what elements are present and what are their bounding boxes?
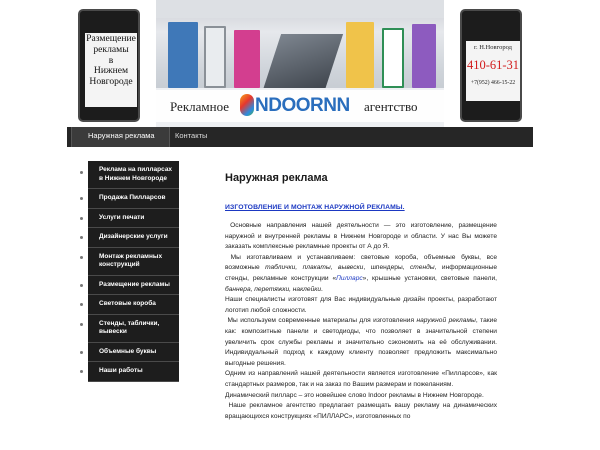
bullet-icon [80,323,83,326]
brand-right-text: агентство [364,99,418,114]
sidebar-item-design[interactable] [88,228,179,248]
bullet-icon [80,256,83,259]
sidebar-item-label: Объемные буквы [99,347,157,355]
emphasis-text: стенды [410,264,435,272]
pillar-left-panel [85,33,137,107]
sidebar-item-printing[interactable] [88,209,179,229]
pillar-left-line: Размещение [86,33,136,44]
emphasis-text: таблички, плакаты, вывески [265,264,364,272]
paragraph [225,221,497,253]
bullet-icon [80,370,83,373]
photo-stand [412,24,436,88]
top-navigation [67,127,533,147]
nav-item-outdoor-ads[interactable]: Наружная реклама [71,127,170,147]
logo-mark-icon [240,94,254,116]
paragraph [225,369,497,390]
sidebar-item-label: Стенды, таблички, вывески [99,319,160,335]
site-header [0,0,600,127]
photo-stand [234,30,260,88]
paragraph [225,253,497,295]
bullet-icon [80,217,83,220]
sidebar-item-label: Световые короба [99,300,156,307]
sidebar-item-placement[interactable] [88,276,179,296]
paragraph [225,391,497,402]
city-label: г. Н.Новгород [474,44,512,51]
paragraph-text: », крышные установки, световые панели, [362,274,497,282]
sidebar-item-label: Продажа Пилларсов [99,194,166,201]
contact-panel [466,41,520,101]
photo-stand [382,28,404,88]
pillar-left-line: Новгороде [89,76,133,88]
page-title: Наружная реклама [225,172,328,184]
header-photo [156,0,444,127]
main-content [225,172,497,422]
article-body [225,221,497,422]
phone-main[interactable]: 410-61-31 [466,58,520,72]
paragraph [225,401,497,422]
paragraph-text: Основные направления нашей деятельности — это изготовление, размещение наружной и внутренней рекламы в Нижнем Новгороде и области. У нас Вы можете заказать комплексные рекламные проекты от А до Я. [225,222,497,251]
bullet-icon [80,171,83,174]
bullet-icon [80,236,83,239]
logo-wordmark: NDOORNN [255,95,350,116]
paragraph-text: Наши специалисты изготовят для Вас индивидуальные дизайн проекты, разработают логотип любой сложности. [225,296,497,314]
sidebar-item-stands[interactable] [88,315,179,343]
pillar-left-line: Нижнем [93,65,129,77]
pillar-left-line: в [108,54,114,66]
sidebar-item-label: Услуги печати [99,213,145,221]
nav-item-contacts[interactable]: Контакты [175,131,208,140]
bullet-icon [80,351,83,354]
sidebar-item-installation[interactable] [88,248,179,276]
photo-stand [168,22,198,88]
paragraph-text: Мы изготавливаем и устанавливаем: световые короба, объемные буквы, все возможные [225,253,497,272]
emphasis-text: баннера, перетяжки, наклейки [225,285,322,293]
paragraph-text: Мы используем современные материалы для изготовления [227,317,417,325]
bullet-icon [80,303,83,306]
sidebar-item-portfolio[interactable] [88,362,179,382]
sidebar-item-label: Дизайнерские услуги [99,233,168,240]
photo-escalator [263,34,343,90]
sidebar-item-pillars-ads[interactable] [88,161,179,189]
paragraph-text: , информационные стенды, рекламные конструкции « [225,264,497,282]
paragraph-text: , шпендеры, [363,264,410,272]
site-logo[interactable] [240,94,360,118]
sidebar-item-label: Наши работы [99,367,143,374]
paragraph [225,316,497,369]
sidebar-item-label: Реклама на пилларсах в Нижнем Новгороде [99,166,173,182]
photo-stand [346,22,374,88]
pillar-right-banner [460,9,522,122]
paragraph [225,295,497,316]
emphasis-text: наружной рекламы [416,317,476,325]
bullet-icon [80,284,83,287]
bullet-icon [80,197,83,200]
paragraph-text: Одним из направлений нашей деятельности является изготовление «Пилларсов», как стандартных размеров, так и на заказ по Вашим размерам и пожеланиям. [225,370,497,388]
pillars-link[interactable]: Пилларс [336,274,363,282]
sidebar-item-letters[interactable] [88,343,179,363]
sidebar-item-label: Размещение рекламы [99,280,170,288]
brand-left-text: Рекламное [170,99,230,114]
phone-mobile[interactable]: +7(952) 466-15-22 [470,80,516,86]
sidebar-menu [88,161,179,382]
sidebar-item-label: Монтаж рекламных конструкций [99,252,163,268]
sidebar-item-pillars-sale[interactable] [88,189,179,209]
photo-ceiling [156,0,444,18]
photo-stand [204,26,226,88]
pillar-left-banner [78,9,140,122]
paragraph-text: Наше рекламное агентство предлагает размещать вашу рекламу на динамических вращающихся конструкциях «ПИЛЛАРС», изготовленных по [225,402,497,420]
pillar-left-line: рекламы [93,43,129,55]
paragraph-text: . [321,285,323,293]
sidebar-item-lightboxes[interactable] [88,295,179,315]
paragraph-text: , такие как: композитные панели и светодиоды, что позволяет в значительной степени увеличить срок службы рекламы и значительно сэкономить на её обслуживании. Индивидуальный подход к каждому клиенту позволяет предложить максимально выгодные решения. [225,317,497,367]
section-subheading: ИЗГОТОВЛЕНИЕ И МОНТАЖ НАРУЖНОЙ РЕКЛАМЫ. [225,204,405,211]
paragraph-text: Динамический пилларс – это новейшее слово Indoor рекламы в Нижнем Новгороде. [225,391,484,399]
